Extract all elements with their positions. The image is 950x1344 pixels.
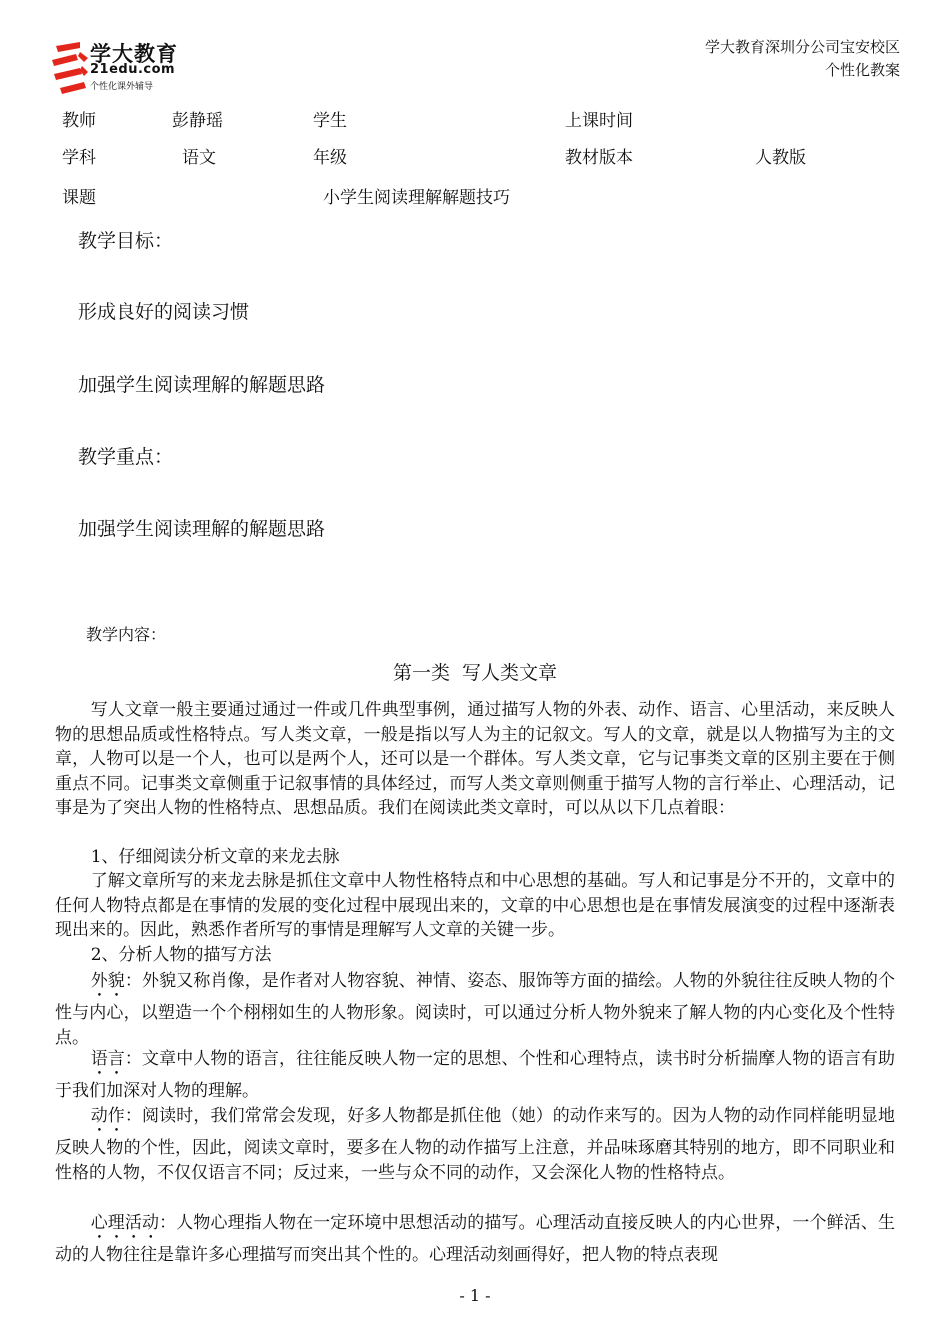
appearance-text: ：外貌又称肖像，是作者对人物容貌、神情、姿态、服饰等方面的描绘。人物的外貌往往反映人物的个性与内心，以塑造一个个栩栩如生的人物形象。阅读时，可以通过分析人物外貌来了解人物的内心变化及个性特点。 bbox=[55, 971, 896, 1048]
appearance-term: 外貌 bbox=[90, 971, 125, 991]
topic-value: 小学生阅读理解解题技巧 bbox=[323, 188, 510, 208]
teacher-value: 彭静瑶 bbox=[172, 111, 223, 131]
student-label: 学生 bbox=[313, 111, 347, 131]
page-number: - 1 - bbox=[459, 1286, 491, 1305]
subject-value: 语文 bbox=[182, 148, 216, 168]
key-point-item: 加强学生阅读理解的解题思路 bbox=[78, 518, 326, 540]
teacher-label: 教师 bbox=[62, 111, 96, 131]
logo-name: 学大教育 bbox=[90, 42, 178, 66]
action-paragraph bbox=[55, 1104, 895, 1185]
psych-paragraph bbox=[55, 1211, 895, 1268]
textbook-value: 人教版 bbox=[755, 148, 806, 168]
content-label: 教学内容： bbox=[86, 625, 167, 644]
language-term: 语言 bbox=[90, 1049, 125, 1069]
language-text: ：文章中人物的语言，往往能反映人物一定的思想、个性和心理特点，读书时分析揣摩人物的语言有助于我们加深对人物的理解。 bbox=[55, 1049, 896, 1101]
logo-url: 21edu.com bbox=[90, 62, 176, 77]
topic-label: 课题 bbox=[62, 188, 96, 208]
point1-title: 1、仔细阅读分析文章的来龙去脉 bbox=[90, 847, 340, 867]
logo-mark-icon bbox=[50, 38, 90, 100]
action-text: ：阅读时，我们常常会发现，好多人物都是抓住他（她）的动作来写的。因为人物的动作同样能明显地反映人物的个性，因此，阅读文章时，要多在人物的动作描写上注意，并品味琢磨其特别的地方，即不同职业和性格的人物，不仅仅语言不同；反过来，一些与众不同的动作，又会深化人物的性格特点。 bbox=[55, 1106, 896, 1183]
psych-text: ：人物心理指人物在一定环境中思想活动的描写。心理活动直接反映人的内心世界，一个鲜活、生动的人物往往是靠许多心理描写而突出其个性的。心理活动刻画得好，把人物的特点表现 bbox=[55, 1213, 896, 1265]
objective-item: 形成良好的阅读习惯 bbox=[78, 301, 250, 323]
textbook-label: 教材版本 bbox=[565, 148, 633, 168]
psych-term: 心理活动 bbox=[90, 1213, 160, 1233]
objectives-label: 教学目标： bbox=[78, 230, 174, 252]
grade-label: 年级 bbox=[313, 148, 347, 168]
appearance-paragraph bbox=[55, 969, 895, 1050]
logo-slogan: 个性化课外辅导 bbox=[90, 82, 154, 92]
intro-paragraph: 写人文章一般主要通过通过一件或几件典型事例，通过描写人物的外表、动作、语言、心里活动，来反映人物的思想品质或性格特点。写人类文章，一般是指以写人为主的记叙文。写人的文章，就是以人物描写为主的文章，人物可以是一个人，也可以是两个人，还可以是一个群体。写人类文章，它与记事类文章的区别主要在于侧重点不同。记事类文章侧重于记叙事情的具体经过，而写人类文章则侧重于描写人物的言行举止、心理活动，记事是为了突出人物的性格特点、思想品质。我们在阅读此类文章时，可以从以下几点着眼： bbox=[55, 700, 895, 818]
class-time-label: 上课时间 bbox=[565, 111, 633, 131]
point2-title: 2、分析人物的描写方法 bbox=[90, 945, 272, 965]
objective-item: 加强学生阅读理解的解题思路 bbox=[78, 374, 326, 396]
subject-label: 学科 bbox=[62, 148, 96, 168]
point1-paragraph: 了解文章所写的来龙去脉是抓住文章中人物性格特点和中心思想的基础。写人和记事是分不开的，文章中的任何人物特点都是在事情的发展的变化过程中展现出来的，文章的中心思想也是在事情发展演变的过程中逐渐表现出来的。因此，熟悉作者所写的事情是理解写人文章的关键一步。 bbox=[55, 871, 895, 940]
key-points-label: 教学重点： bbox=[78, 446, 174, 468]
doc-type: 个性化教案 bbox=[824, 61, 900, 79]
org-name: 学大教育深圳分公司宝安校区 bbox=[704, 38, 900, 56]
section-title: 第一类 写人类文章 bbox=[392, 662, 558, 684]
action-term: 动作 bbox=[90, 1106, 125, 1126]
language-paragraph bbox=[55, 1047, 895, 1104]
